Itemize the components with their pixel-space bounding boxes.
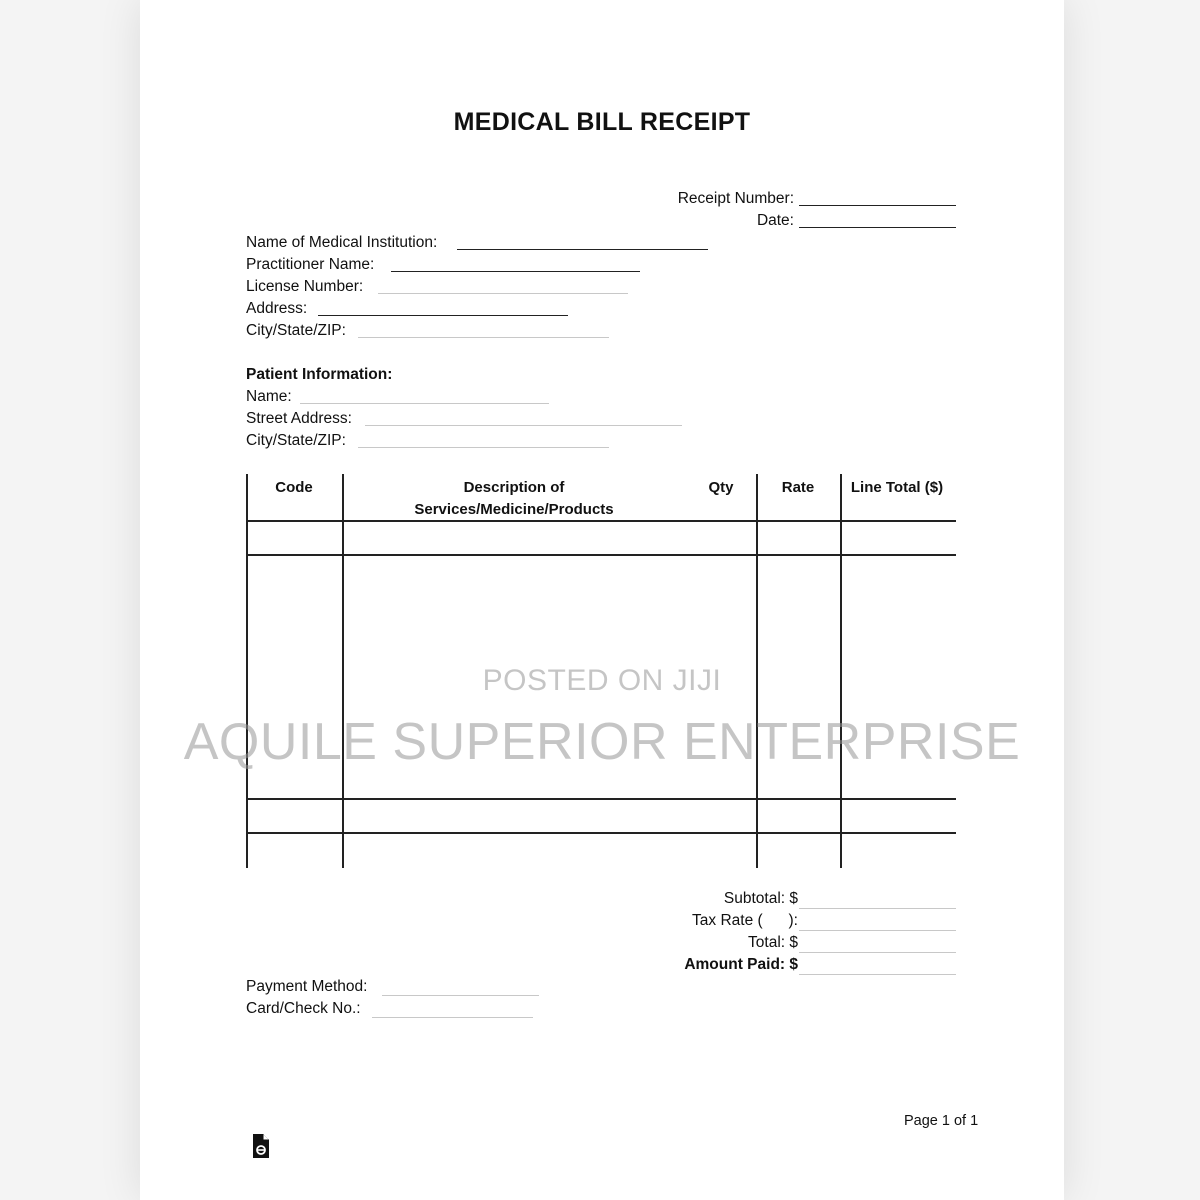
street-address-label: Street Address: — [246, 410, 352, 427]
institution-name-field — [457, 249, 708, 250]
address-field — [318, 315, 568, 316]
column-header-line-total: Line Total ($) — [850, 479, 944, 496]
license-number-field — [378, 293, 628, 294]
date-label: Date: — [756, 212, 794, 229]
address-label: Address: — [246, 300, 308, 317]
document-page — [140, 0, 1064, 1200]
watermark-seller-name: AQUILE SUPERIOR ENTERPRISE — [183, 713, 1021, 771]
patient-name-label: Name: — [246, 388, 292, 405]
card-check-label: Card/Check No.: — [246, 1000, 361, 1017]
column-header-rate: Rate — [781, 479, 815, 496]
receipt-number-label: Receipt Number: — [677, 190, 794, 207]
page-number: Page 1 of 1 — [904, 1113, 979, 1129]
amount-paid-label: Amount Paid: $ — [684, 956, 798, 973]
patient-name-field — [300, 403, 549, 404]
tax-rate-label: Tax Rate ( ): — [692, 912, 798, 929]
watermark-posted-on: POSTED ON JIJI — [482, 664, 722, 697]
document-title: MEDICAL BILL RECEIPT — [453, 108, 751, 136]
patient-city-label: City/State/ZIP: — [246, 432, 346, 449]
institution-name-label: Name of Medical Institution: — [246, 234, 438, 251]
column-header-description: Description of Services/Medicine/Products — [414, 479, 614, 518]
document-logo-icon — [252, 1133, 270, 1159]
license-number-label: License Number: — [246, 278, 364, 295]
subtotal-field — [799, 908, 956, 909]
table-row-rule — [246, 554, 956, 556]
payment-method-field — [382, 995, 539, 996]
table-row-rule — [246, 798, 956, 800]
institution-city-field — [358, 337, 609, 338]
institution-city-label: City/State/ZIP: — [246, 322, 346, 339]
tax-rate-field — [799, 930, 956, 931]
column-header-code: Code — [275, 479, 313, 496]
subtotal-label: Subtotal: $ — [723, 890, 798, 907]
total-label: Total: $ — [748, 934, 798, 951]
payment-method-label: Payment Method: — [246, 978, 368, 995]
practitioner-name-label: Practitioner Name: — [246, 256, 375, 273]
street-address-field — [365, 425, 682, 426]
date-field — [799, 227, 956, 228]
card-check-field — [372, 1017, 533, 1018]
receipt-number-field — [799, 205, 956, 206]
amount-paid-field — [799, 974, 956, 975]
column-header-qty: Qty — [708, 479, 734, 496]
total-field — [799, 952, 956, 953]
patient-info-heading: Patient Information: — [246, 366, 393, 383]
practitioner-name-field — [391, 271, 640, 272]
table-row-rule — [246, 832, 956, 834]
patient-city-field — [358, 447, 609, 448]
